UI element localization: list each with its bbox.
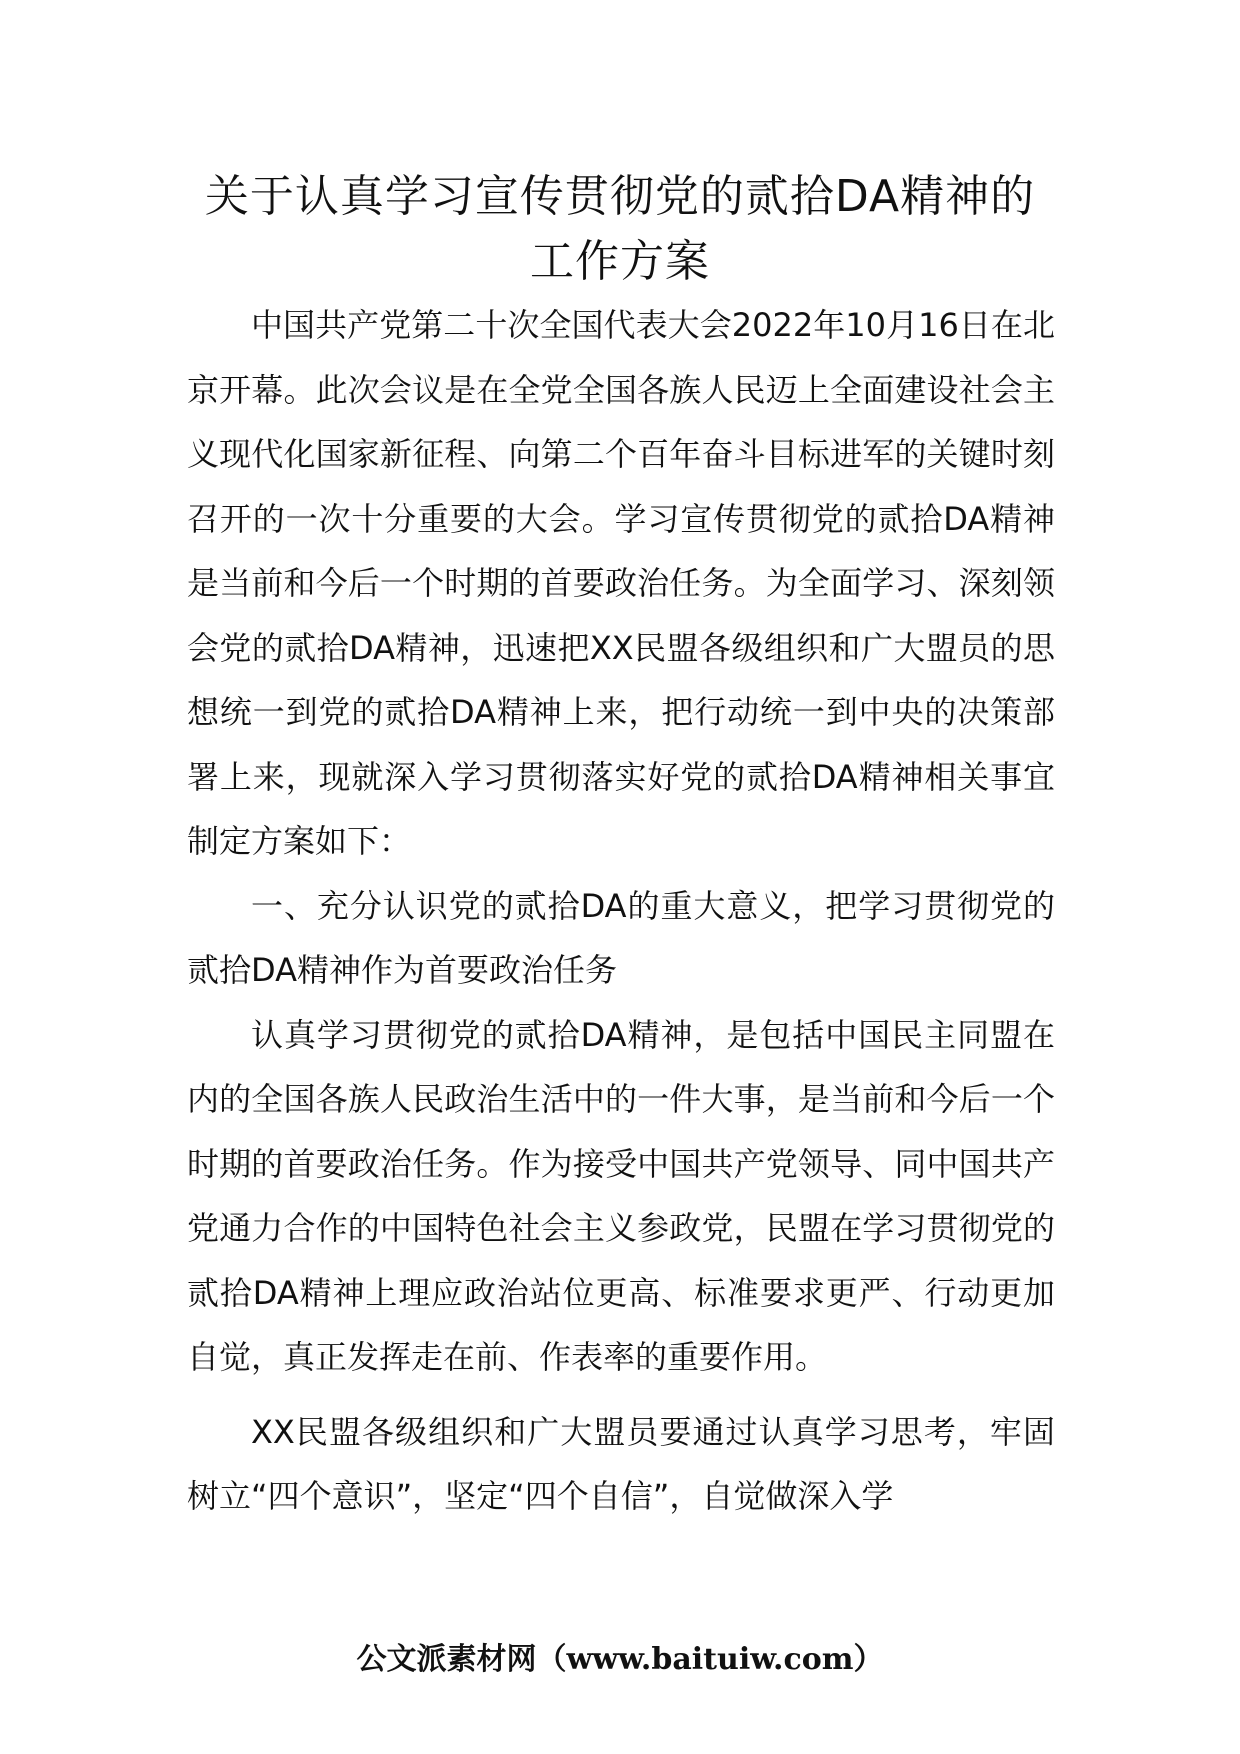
document-body (187, 293, 1055, 1529)
paragraph-study-requirements: XX民盟各级组织和广大盟员要通过认真学习思考，牢固树立“四个意识”，坚定“四个自信”，自觉做深入学 (187, 1412, 1055, 1515)
document-title-line-1: 关于认真学习宣传贯彻党的贰拾DA精神的 (204, 171, 1036, 222)
paragraph-significance: 认真学习贯彻党的贰拾DA精神，是包括中国民主同盟在内的全国各族人民政治生活中的一件大事，是当前和今后一个时期的首要政治任务。作为接受中国共产党领导、同中国共产党通力合作的中国特色社会主义参政党，民盟在学习贯彻党的贰拾DA精神上理应政治站位更高、标准要求更严、行动更加自觉，真正发挥走在前、作表率的重要作用。 (187, 1015, 1055, 1376)
section-heading-1: 一、充分认识党的贰拾DA的重大意义，把学习贯彻党的贰拾DA精神作为首要政治任务 (187, 886, 1055, 989)
footer-source-watermark: 公文派素材网（www.baituiw.com） (356, 1642, 884, 1677)
document-title-line-2: 工作方案 (530, 236, 710, 287)
paragraph-intro: 中国共产党第二十次全国代表大会2022年10月16日在北京开幕。此次会议是在全党全国各族人民迈上全面建设社会主义现代化国家新征程、向第二个百年奋斗目标进军的关键时刻召开的一次十分重要的大会。学习宣传贯彻党的贰拾DA精神是当前和今后一个时期的首要政治任务。为全面学习、深刻领会党的贰拾DA精神，迅速把XX民盟各级组织和广大盟员的思想统一到党的贰拾DA精神上来，把行动统一到中央的决策部署上来，现就深入学习贯彻落实好党的贰拾DA精神相关事宜制定方案如下： (187, 306, 1055, 860)
paragraph-spacer (187, 1390, 1055, 1400)
